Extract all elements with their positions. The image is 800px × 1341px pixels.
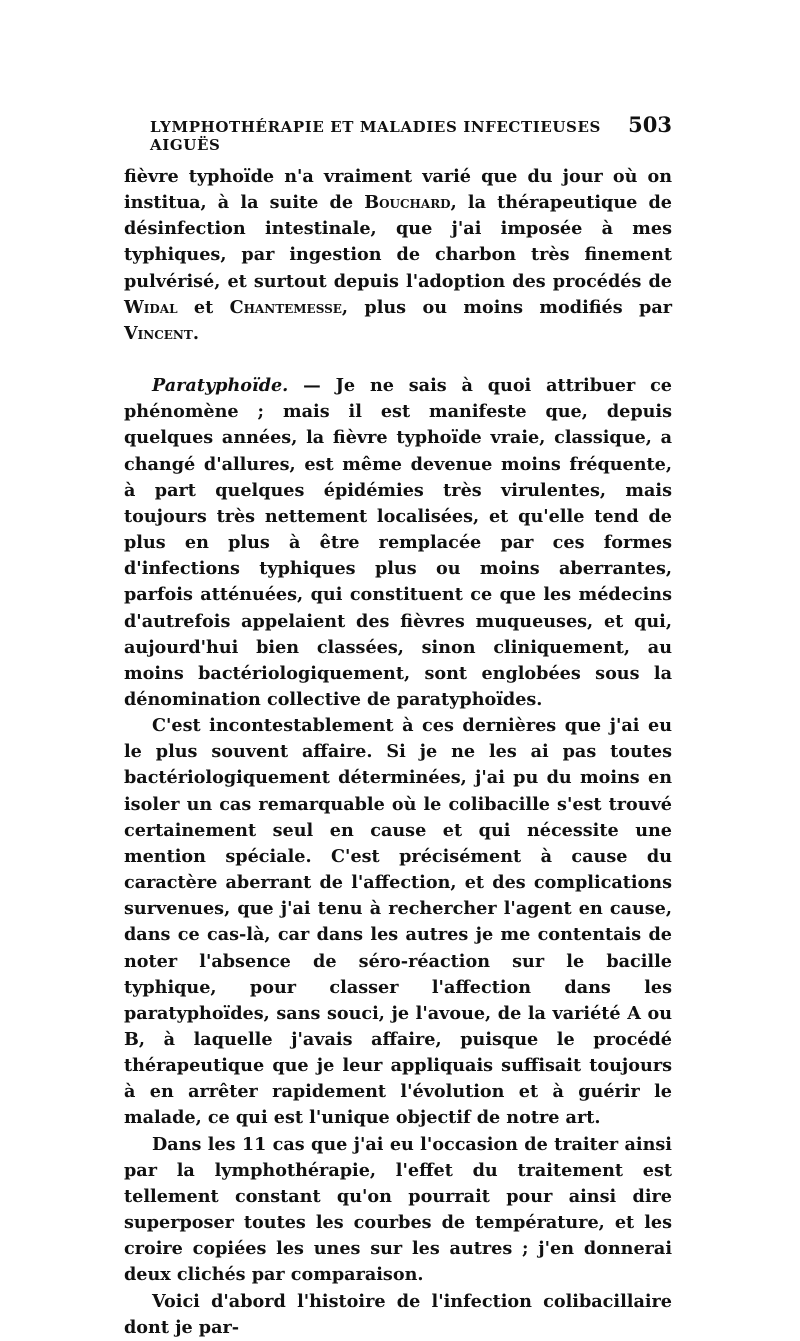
paragraph-continuation bbox=[124, 164, 672, 347]
page-number: 503 bbox=[628, 112, 672, 137]
body-text bbox=[124, 164, 672, 1341]
text-run: , plus ou moins modifiés par bbox=[341, 296, 672, 318]
text-run: fièvre typhoïde n'a vraiment varié que du jour où on institua, à la suite de bbox=[124, 166, 672, 214]
text-run: — Je ne sais à quoi attribuer ce phénomène ; mais il est manifeste que, depuis quelques années, la fièvre typhoïde vraie, classique, a changé d'allures, est même devenue moins fréquente, à part quelques épidémies très virulentes, mais toujours très nettement localisées, et qu'elle tend de plus en plus à être remplacée par ces formes d'infections typhiques plus ou moins aberrantes, parfois atténuées, qui constituent ce que les médecins d'autrefois appelaient des fièvres muqueuses, et qui, aujourd'hui bien classées, sinon cliniquement, au moins bactériologiquement, sont englobées sous la dénomination collective de paratyphoïdes. bbox=[124, 375, 672, 710]
book-page bbox=[124, 112, 672, 1341]
section-run-in-heading: Paratyphoïde. bbox=[152, 375, 289, 397]
text-run: . bbox=[192, 322, 199, 344]
author-name-chantemesse: Chantemesse bbox=[229, 296, 342, 318]
paragraph: C'est incontestablement à ces dernières que j'ai eu le plus souvent affaire. Si je ne les ai pas toutes bactériologiquement déterminées, j'ai pu du moins en isoler un cas remarquable où le colibacille s'est trouvé certainement seul en cause et qui nécessite une mention spéciale. C'est précisément à cause du caractère aberrant de l'affection, et des complications survenues, que j'ai tenu à rechercher l'agent en cause, dans ce cas-là, car dans les autres je me contentais de noter l'absence de séro-réaction sur le bacille typhique, pour classer l'affection dans les paratyphoïdes, sans souci, je l'avoue, de la variété A ou B, à laquelle j'avais affaire, puisque le procédé thérapeutique que je leur appliquais suffisait toujours à en arrêter rapidement l'évolution et à guérir le malade, ce qui est l'unique objectif de notre art. bbox=[124, 715, 672, 1129]
text-run: , la thérapeutique de désinfection intestinale, que j'ai imposée à mes typhiques, par ingestion de charbon très finement pulvérisé, et surtout depuis l'adoption des procédés de bbox=[124, 192, 672, 292]
paragraph: Voici d'abord l'histoire de l'infection colibacillaire dont je par- bbox=[124, 1290, 672, 1338]
running-title: LYMPHOTHÉRAPIE ET MALADIES INFECTIEUSES AIGUËS bbox=[150, 118, 601, 154]
author-name-vincent: Vincent bbox=[124, 322, 193, 344]
author-name-widal: Widal bbox=[124, 296, 178, 318]
text-run: et bbox=[177, 296, 230, 318]
paragraph-paratyphoide bbox=[124, 373, 672, 713]
running-head bbox=[150, 112, 672, 154]
paragraph: Dans les 11 cas que j'ai eu l'occasion de traiter ainsi par la lymphothérapie, l'effet du traitement est tellement constant qu'on pourrait pour ainsi dire superposer toutes les courbes de température, et les croire copiées les unes sur les autres ; j'en donnerai deux clichés par comparaison. bbox=[124, 1133, 672, 1286]
author-name-bouchard: Bouchard bbox=[364, 192, 451, 214]
